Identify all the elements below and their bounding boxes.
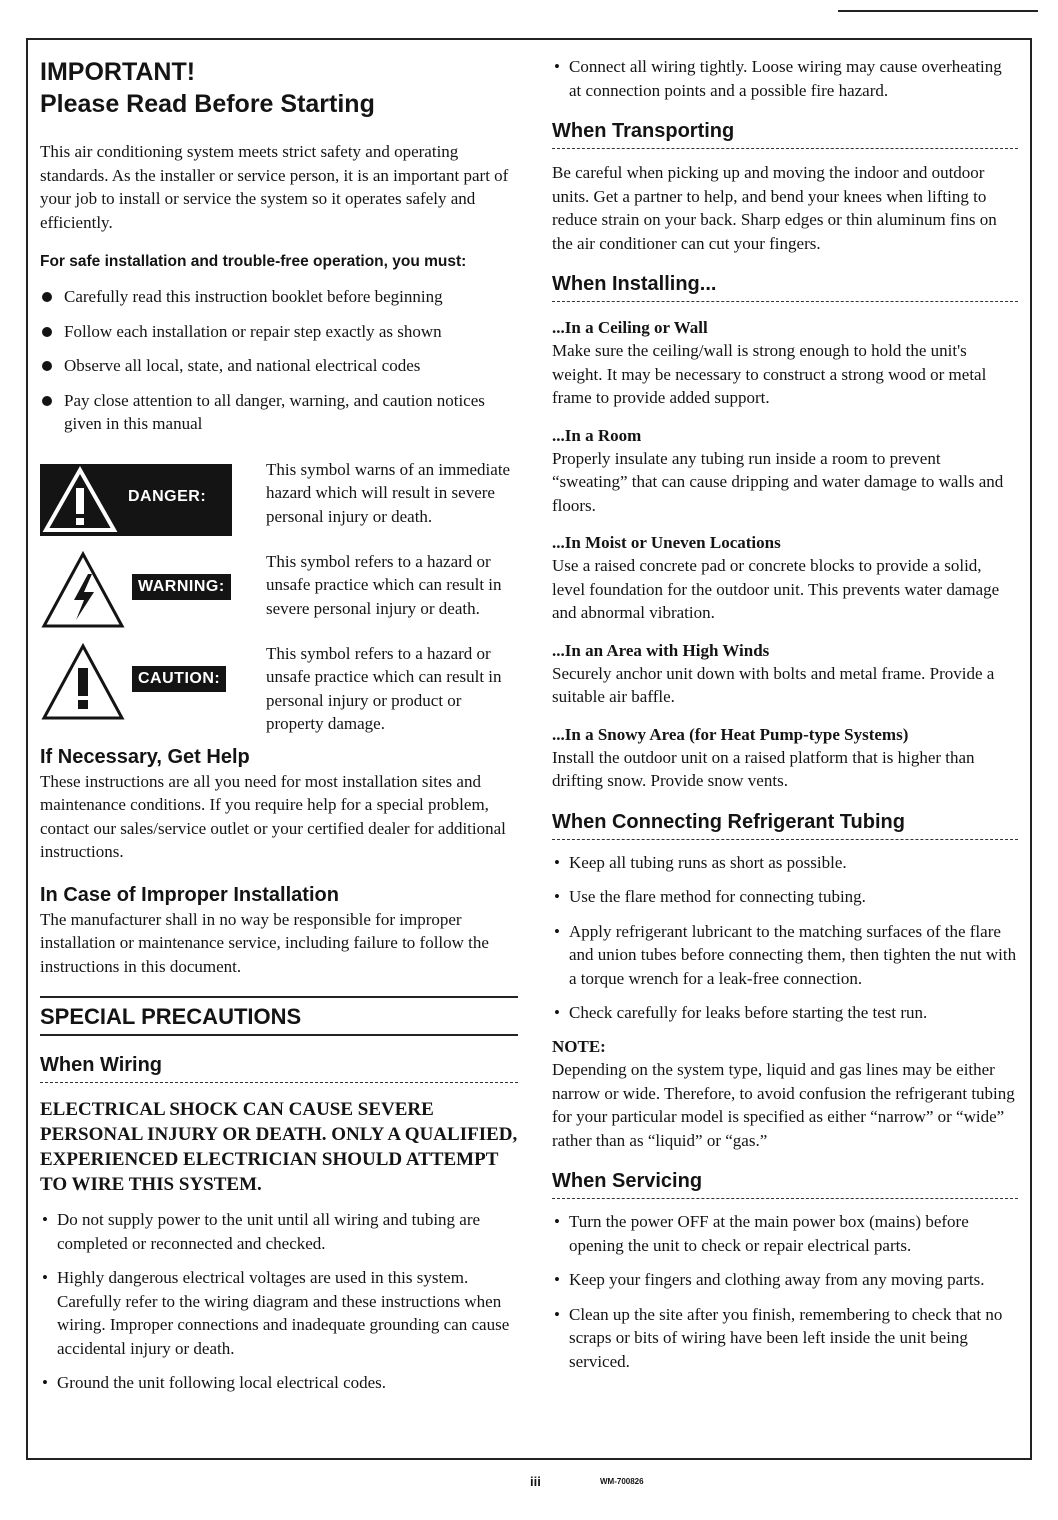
danger-badge [40, 464, 232, 536]
bullet-icon: • [42, 1210, 48, 1229]
wiring-list-continued [552, 55, 1018, 102]
page-title [40, 56, 518, 120]
location-heading: ...In an Area with High Winds [552, 640, 770, 660]
servicing-heading: When Servicing [552, 1168, 1018, 1199]
danger-symbol [40, 458, 258, 540]
help-heading: If Necessary, Get Help [40, 745, 250, 768]
list-item-text: Keep your fingers and clothing away from any moving parts. [569, 1270, 985, 1289]
servicing-list [552, 1210, 1018, 1373]
title-line-1: IMPORTANT! [40, 58, 196, 86]
location-text: Make sure the ceiling/wall is strong enough to hold the unit's weight. It may be necessary to construct a strong wood or metal frame to provide added support. [552, 341, 987, 407]
bullet-icon [42, 396, 52, 406]
bullet-icon: • [554, 852, 560, 872]
transporting-text: Be careful when picking up and moving the indoor and outdoor units. Get a partner to help, and bend your knees when lifting to reduce strain on your back. Sharp edges or thin aluminum fins on the air conditioner can cut your fingers. [552, 163, 997, 253]
left-column [40, 56, 518, 1395]
note-text: Depending on the system type, liquid and gas lines may be either narrow or wide. Therefore, to avoid confusion the refrigerant tubing for your particular model is specified as either “narrow” or “wide” rather than as “liquid” or “gas.” [552, 1060, 1015, 1150]
list-item [552, 920, 1018, 991]
list-item [40, 285, 518, 309]
location-text: Install the outdoor unit on a raised platform that is higher than drifting snow. Provide snow vents. [552, 747, 975, 790]
list-item [40, 1371, 518, 1395]
location-text: Use a raised concrete pad or concrete blocks to provide a solid, level foundation for the outdoor unit. This prevents water damage and abnormal vibration. [552, 556, 1000, 622]
wiring-list [40, 1208, 518, 1395]
bullet-icon [42, 292, 52, 302]
danger-label: DANGER: [126, 484, 208, 510]
note-label: NOTE: [552, 1036, 606, 1056]
transporting-heading: When Transporting [552, 118, 1018, 149]
list-item [552, 55, 1018, 102]
danger-text: This symbol warns of an immediate hazard which will result in severe personal injury or death. [266, 459, 511, 526]
list-item [40, 1208, 518, 1255]
exclamation-triangle-icon [40, 642, 126, 722]
caution-notice [40, 642, 518, 736]
top-rule [838, 10, 1038, 12]
warning-text: This symbol refers to a hazard or unsafe practice which can result in severe personal injury or death. [266, 551, 502, 618]
list-item [40, 389, 518, 436]
location-text: Properly insulate any tubing run inside a room to prevent “sweating” that can cause dripping and water damage to walls and floors. [552, 448, 1004, 515]
page-frame [26, 38, 1032, 1460]
list-item [552, 1303, 1018, 1374]
list-item-text: Highly dangerous electrical voltages are used in this system. Carefully refer to the wiring diagram and these instructions when wiring. Improper connections and inadequate grounding can cause accidental injury or death. [57, 1268, 510, 1358]
caution-symbol [40, 642, 258, 724]
list-item [552, 1268, 1018, 1292]
bullet-icon: • [554, 57, 560, 76]
warning-symbol [40, 550, 258, 632]
must-heading: For safe installation and trouble-free operation, you must: [40, 253, 467, 270]
refrigerant-heading: When Connecting Refrigerant Tubing [552, 809, 1018, 840]
wiring-warning: ELECTRICAL SHOCK CAN CAUSE SEVERE PERSONAL INJURY OR DEATH. ONLY A QUALIFIED, EXPERIENCED ELECTRICIAN SHOULD ATTEMPT TO WIRE THIS SYSTEM. [40, 1099, 518, 1195]
bullet-icon: • [42, 1373, 48, 1392]
list-item [552, 1210, 1018, 1257]
exclamation-triangle-icon [40, 464, 120, 536]
intro-paragraph: This air conditioning system meets strict safety and operating standards. As the installer or service person, it is an important part of your job to install or service the system so it operates safely and efficiently. [40, 142, 509, 232]
list-item-text: Clean up the site after you finish, remembering to check that no scraps or bits of wiring have been left inside the unit being serviced. [569, 1304, 1003, 1371]
list-item-text: Connect all wiring tightly. Loose wiring may cause overheating at connection points and a possible fire hazard. [569, 57, 1002, 100]
refrigerant-list [552, 851, 1018, 1025]
caution-text: This symbol refers to a hazard or unsafe practice which can result in personal injury or product or property damage. [266, 643, 502, 733]
warning-label: WARNING: [132, 574, 231, 600]
location-heading: ...In a Room [552, 425, 642, 445]
location-text: Securely anchor unit down with bolts and metal frame. Provide a suitable air baffle. [552, 663, 995, 706]
bullet-icon: • [554, 1003, 560, 1022]
list-item [552, 1001, 1018, 1025]
list-item [40, 1266, 518, 1360]
improper-text: The manufacturer shall in no way be responsible for improper installation or maintenance service, including failure to follow the instructions in this document. [40, 909, 489, 976]
help-text: These instructions are all you need for most installation sites and maintenance conditions. If you require help for a special problem, contact our sales/service outlet or your certified dealer for additional instructions. [40, 771, 506, 861]
danger-notice [40, 458, 518, 540]
list-item-text: Keep all tubing runs as short as possible. [569, 852, 847, 872]
right-column [552, 44, 1018, 1373]
special-precautions-heading: SPECIAL PRECAUTIONS [40, 998, 518, 1036]
location-heading: ...In a Snowy Area (for Heat Pump-type Systems) [552, 724, 909, 744]
list-item [552, 851, 1018, 875]
location-heading: ...In Moist or Uneven Locations [552, 533, 781, 552]
page-number: iii [530, 1474, 541, 1489]
wiring-heading: When Wiring [40, 1052, 518, 1083]
list-item-text: Check carefully for leaks before starting the test run. [569, 1003, 928, 1022]
list-item-text: Turn the power OFF at the main power box (mains) before opening the unit to check or repair electrical parts. [569, 1212, 969, 1255]
list-item-text: Observe all local, state, and national electrical codes [64, 356, 421, 375]
installing-heading: When Installing... [552, 271, 1018, 302]
list-item-text: Follow each installation or repair step exactly as shown [64, 321, 442, 341]
list-item [40, 320, 518, 344]
location-heading: ...In a Ceiling or Wall [552, 318, 708, 337]
bullet-icon: • [554, 1304, 560, 1324]
bullet-icon: • [554, 1212, 560, 1231]
document-code: WM-700826 [600, 1477, 644, 1486]
list-item-text: Ground the unit following local electrical codes. [57, 1373, 387, 1392]
bullet-icon: • [554, 887, 560, 906]
list-item [40, 354, 518, 378]
bullet-icon [42, 327, 52, 337]
bullet-icon: • [554, 921, 560, 941]
bullet-icon: • [554, 1270, 560, 1289]
list-item-text: Use the flare method for connecting tubing. [569, 887, 866, 906]
caution-label: CAUTION: [132, 666, 226, 692]
list-item [552, 885, 1018, 909]
lightning-triangle-icon [40, 550, 126, 630]
warning-notice [40, 550, 518, 632]
list-item-text: Carefully read this instruction booklet before beginning [64, 287, 443, 306]
list-item-text: Pay close attention to all danger, warning, and caution notices given in this manual [64, 390, 485, 433]
must-list [40, 285, 518, 436]
bullet-icon [42, 361, 52, 371]
improper-heading: In Case of Improper Installation [40, 883, 339, 906]
bullet-icon: • [42, 1268, 48, 1287]
list-item-text: Do not supply power to the unit until all wiring and tubing are completed or reconnected and checked. [57, 1210, 481, 1253]
list-item-text: Apply refrigerant lubricant to the matching surfaces of the flare and union tubes before connecting them, then tighten the nut with a torque wrench for a leak-free connection. [569, 921, 1017, 988]
title-line-2: Please Read Before Starting [40, 90, 375, 118]
